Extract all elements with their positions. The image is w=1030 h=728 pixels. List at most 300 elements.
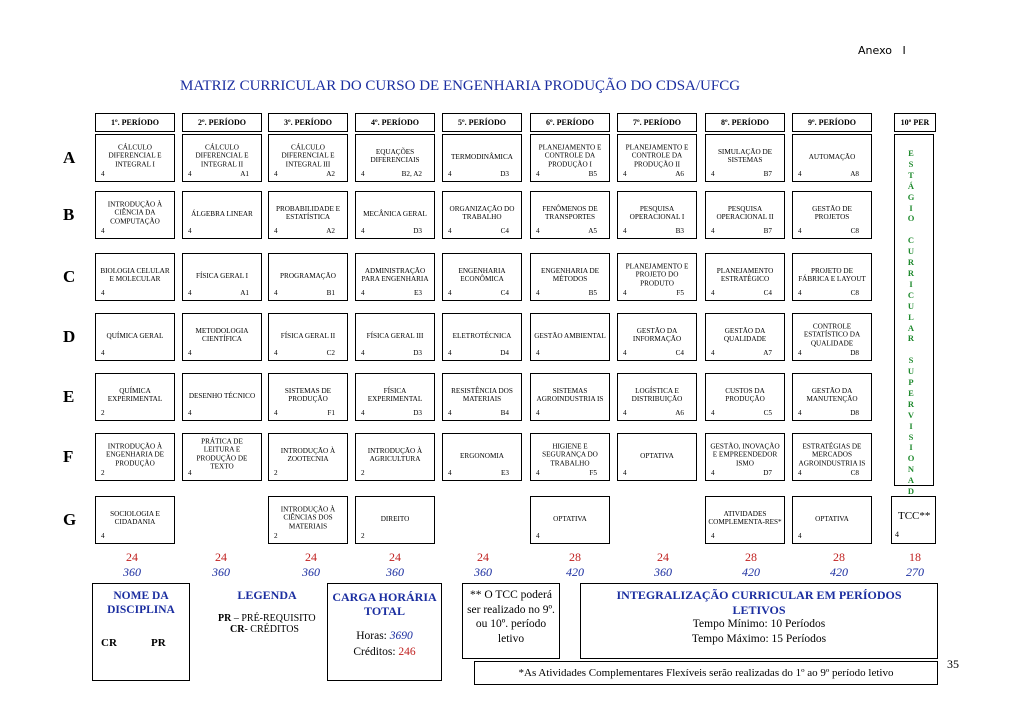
course-name: SOCIOLOGIA E CIDADANIA [110,510,160,527]
nome-title-1: NOME DA [113,590,169,602]
course-name: FÍSICA EXPERIMENTAL [367,387,423,404]
course-name: ELETROTÉCNICA [452,332,512,341]
course-cell-e6 [530,373,610,421]
course-name: DESENHO TÉCNICO [188,392,256,401]
total-credits: 28 [569,550,581,564]
course-credits: 4 [274,348,278,357]
period-header-2: 2º. PERÍODO [182,113,262,132]
course-name: EQUAÇÕES DIFERENCIAIS [370,148,420,165]
period-header-1: 1º. PERÍODO [95,113,175,132]
stage-letter: A [907,322,915,333]
course-prerequisite: E3 [414,288,422,297]
course-prerequisite: B7 [763,169,772,178]
stage-letter: U [907,300,915,311]
stage-letter: D [907,486,915,497]
course-name: ATIVIDADES COMPLEMENTA-RES* [708,510,782,527]
stage-letter: A [907,475,915,486]
course-credits: 4 [188,226,192,235]
course-credits: 2 [361,531,365,540]
total-hours: 360 [212,565,230,579]
course-prerequisite: B4 [500,408,509,417]
course-cell-f2 [182,433,262,481]
carga-creditos: Créditos: 246 [353,646,416,658]
course-credits: 4 [536,468,540,477]
course-name: OPTATIVA [815,515,849,524]
total-credits: 24 [215,550,227,564]
course-credits: 4 [536,288,540,297]
period-total-7 [628,550,698,580]
course-prerequisite: B1 [326,288,335,297]
course-cell-g1 [95,496,175,544]
stage-letter: S [908,158,914,169]
stage-letter: R [907,257,915,268]
period-total-1 [97,550,167,580]
carga-horaria-box [327,583,442,681]
course-cell-e9 [792,373,872,421]
total-credits: 24 [305,550,317,564]
course-cell-e8 [705,373,785,421]
stage-letter [896,344,926,355]
course-name: GESTÃO DA MANUTENÇÃO [806,387,858,404]
course-prerequisite: F1 [327,408,335,417]
tcc-note-line-2: ser realizado no 9º. [467,603,555,616]
course-cell-c8 [705,253,785,301]
course-credits: 4 [448,226,452,235]
course-name: INTRODUÇÃO À ZOOTECNIA [280,447,336,464]
course-prerequisite: A6 [675,169,684,178]
course-cell-d8 [705,313,785,361]
stage-letter: P [908,377,914,388]
stage-letter: I [909,202,913,213]
course-cell-b3 [268,191,348,239]
course-name: INTRODUÇÃO À CIÊNCIAS DOS MATERIAIS [280,505,336,531]
course-credits: 4 [274,288,278,297]
period-header-10: 10º PER [894,113,936,132]
total-credits: 24 [477,550,489,564]
tcc-credits: 4 [895,530,899,539]
course-name: MECÂNICA GERAL [363,210,427,219]
course-credits: 4 [711,226,715,235]
stage-letter: C [907,289,915,300]
course-credits: 4 [101,531,105,540]
course-cell-d3 [268,313,348,361]
course-credits: 2 [101,468,105,477]
tcc-label: TCC** [898,510,931,522]
course-name: OPTATIVA [640,452,674,461]
course-name: INTRODUÇÃO À CIÊNCIA DA COMPUTAÇÃO [107,200,163,226]
course-name: FÍSICA GERAL III [366,332,424,341]
course-credits: 4 [623,226,627,235]
course-credits: 4 [448,169,452,178]
course-prerequisite: B2, A2 [401,169,422,178]
period-header-7: 7º. PERÍODO [617,113,697,132]
course-credits: 4 [188,468,192,477]
legenda [212,588,322,635]
total-hours: 420 [566,565,584,579]
course-cell-b4 [355,191,435,239]
course-name: GESTÃO DA INFORMAÇÃO [632,327,682,344]
course-name: FÍSICA GERAL I [195,272,249,281]
row-label-f: F [63,447,74,466]
period-total-3 [276,550,346,580]
course-name: CÁLCULO DIFERENCIAL E INTEGRAL III [281,143,335,169]
course-prerequisite: A5 [588,226,597,235]
course-name: PLANEJAMENTO ESTRATÉGICO [716,267,774,284]
course-cell-b5 [442,191,522,239]
course-cell-c3 [268,253,348,301]
course-cell-f3 [268,433,348,481]
course-cell-c1 [95,253,175,301]
course-name: GESTÃO DE PROJETOS [812,205,852,222]
course-credits: 4 [711,531,715,540]
page-number: 35 [947,657,959,671]
course-prerequisite: A2 [326,226,335,235]
course-prerequisite: B5 [588,169,597,178]
course-credits: 4 [623,408,627,417]
legenda-cr: CR- CRÉDITOS [230,624,299,635]
course-name: ERGONOMIA [460,452,504,461]
course-credits: 4 [798,348,802,357]
course-name: CUSTOS DA PRODUÇÃO [725,387,765,404]
course-credits: 4 [798,226,802,235]
course-cell-g3 [268,496,348,544]
course-prerequisite: C4 [500,288,509,297]
course-name: GESTÃO, INOVAÇÃO E EMPREENDEDOR ISMO [710,442,780,468]
course-credits: 4 [188,169,192,178]
total-credits: 24 [389,550,401,564]
course-name: AUTOMAÇÃO [808,153,856,162]
stage-letter [896,224,926,235]
course-credits: 4 [101,348,105,357]
course-cell-g6 [530,496,610,544]
stage-letter: R [907,398,915,409]
course-prerequisite: C8 [850,226,859,235]
course-cell-e7 [617,373,697,421]
period-total-4 [360,550,430,580]
annex-label: Anexo I [858,44,906,57]
row-label-b: B [63,205,75,224]
period-header-8: 8º. PERÍODO [705,113,785,132]
course-prerequisite: D3 [413,226,422,235]
period-total-9 [804,550,874,580]
integ-min: Tempo Mínimo: 10 Períodos [692,618,826,630]
course-name: BIOLOGIA CELULAR E MOLECULAR [100,267,170,284]
page-title: MATRIZ CURRICULAR DO CURSO DE ENGENHARIA PRODUÇÃO DO CDSA/UFCG [180,78,741,94]
stage-letter: I [909,420,913,431]
carga-title-2: TOTAL [364,604,405,618]
period-header-5: 5º. PERÍODO [442,113,522,132]
course-prerequisite: A8 [850,169,859,178]
course-credits: 4 [711,169,715,178]
course-cell-f7 [617,433,697,481]
row-label-a: A [63,148,76,167]
course-prerequisite: C4 [675,348,684,357]
course-credits: 4 [536,408,540,417]
course-name: ÁLGEBRA LINEAR [191,210,253,219]
course-cell-c7 [617,253,697,301]
course-credits: 4 [361,226,365,235]
course-cell-a5 [442,134,522,182]
course-credits: 2 [274,531,278,540]
integ-max: Tempo Máximo: 15 Períodos [691,632,827,645]
course-credits: 4 [361,348,365,357]
period-total-10 [880,550,950,580]
stage-letter: S [908,355,914,366]
course-cell-b6 [530,191,610,239]
stage-letter: I [909,278,913,289]
row-label-e: E [63,387,75,406]
course-cell-e5 [442,373,522,421]
course-credits: 4 [448,408,452,417]
course-cell-d6 [530,313,610,361]
course-cell-c9 [792,253,872,301]
period-header-3: 3º. PERÍODO [268,113,348,132]
course-credits: 4 [711,288,715,297]
course-credits: 4 [798,288,802,297]
course-cell-a3 [268,134,348,182]
course-cell-a6 [530,134,610,182]
tcc-note-line-1: ** O TCC poderá [470,589,552,601]
course-name: PROBABILIDADE E ESTATÍSTICA [275,205,341,222]
course-name: ESTRATÉGIAS DE MERCADOS AGROINDUSTRIA IS [798,442,866,468]
stage-letter: E [908,148,914,158]
course-cell-b8 [705,191,785,239]
course-name: DIREITO [380,515,410,524]
atividades-note: *As Atividades Complementares Flexíveis serão realizadas do 1º ao 9º período letivo [518,667,894,679]
course-cell-a1 [95,134,175,182]
integ-title-1: INTEGRALIZAÇÃO CURRICULAR EM PERÍODOS [616,588,902,602]
course-prerequisite: C8 [850,288,859,297]
course-cell-e2 [182,373,262,421]
course-name: METODOLOGIA CIENTÍFICA [195,327,249,344]
total-credits: 28 [833,550,845,564]
course-prerequisite: A1 [240,288,249,297]
course-name: ENGENHARIA DE MÉTODOS [540,267,600,284]
course-cell-d9 [792,313,872,361]
period-total-2 [186,550,256,580]
course-prerequisite: C4 [763,288,772,297]
stage-letter: S [908,431,914,442]
course-credits: 4 [448,348,452,357]
course-cell-a9 [792,134,872,182]
course-name: SISTEMAS DE PRODUÇÃO [284,387,332,404]
course-credits: 4 [101,288,105,297]
course-prerequisite: D4 [500,348,509,357]
course-prerequisite: B3 [675,226,684,235]
total-hours: 420 [742,565,760,579]
row-label-d: D [63,327,76,346]
course-credits: 4 [798,468,802,477]
stage-letter: I [909,442,913,453]
course-prerequisite: C8 [850,468,859,477]
nome-cr: CR [101,637,117,649]
course-credits: 4 [274,226,278,235]
course-name: GESTÃO AMBIENTAL [534,332,606,341]
course-credits: 4 [361,408,365,417]
course-name: ENGENHARIA ECONÔMICA [458,267,506,284]
carga-title-1: CARGA HORÁRIA [332,590,437,604]
course-cell-d2 [182,313,262,361]
legenda-title: LEGENDA [237,588,297,602]
course-prerequisite: D3 [413,348,422,357]
tcc-note-line-4: letivo [497,632,525,645]
carga-horas: Horas: 3690 [356,630,413,642]
course-credits: 2 [274,468,278,477]
tcc-note-line-3: ou 10º. período [475,618,547,630]
period-total-5 [448,550,518,580]
total-credits: 28 [745,550,757,564]
stage-letter: R [907,267,915,278]
stage-letter: E [908,387,914,398]
period-header-6: 6º. PERÍODO [530,113,610,132]
course-name: PESQUISA OPERACIONAL II [716,205,774,222]
course-name: QUÍMICA EXPERIMENTAL [107,387,163,404]
course-name: ORGANIZAÇÃO DO TRABALHO [449,205,515,222]
course-prerequisite: A2 [326,169,335,178]
course-credits: 4 [361,288,365,297]
course-name: SIMULAÇÃO DE SISTEMAS [717,148,773,165]
course-cell-e3 [268,373,348,421]
course-cell-e1 [95,373,175,421]
course-cell-e4 [355,373,435,421]
stage-letter: U [907,246,915,257]
course-credits: 4 [188,288,192,297]
course-name: INTRODUÇÃO À AGRICULTURA [367,447,423,464]
course-name: GESTÃO DA QUALIDADE [723,327,767,344]
course-cell-d4 [355,313,435,361]
course-prerequisite: D8 [850,408,859,417]
course-name: PROGRAMAÇÃO [280,272,336,281]
total-credits: 18 [909,550,921,564]
atividades-note-box [474,661,938,685]
course-credits: 4 [623,348,627,357]
course-name: PROJETO DE FÁBRICA E LAYOUT [798,267,866,284]
course-cell-f1 [95,433,175,481]
course-cell-b7 [617,191,697,239]
course-cell-g8 [705,496,785,544]
course-cell-c4 [355,253,435,301]
course-name: FÍSICA GERAL II [280,332,336,341]
total-hours: 360 [302,565,320,579]
course-cell-a8 [705,134,785,182]
nome-pr: PR [151,637,166,649]
course-cell-a7 [617,134,697,182]
course-name: SISTEMAS AGROINDUSTRIA IS [536,387,604,404]
course-credits: 2 [361,468,365,477]
course-credits: 4 [798,408,802,417]
course-cell-a4 [355,134,435,182]
course-name: CONTROLE ESTATÍSTICO DA QUALIDADE [803,322,861,348]
course-prerequisite: F5 [589,468,597,477]
course-credits: 4 [536,169,540,178]
course-prerequisite: C2 [326,348,335,357]
course-name: CÁLCULO DIFERENCIAL E INTEGRAL II [195,143,249,169]
nome-title-2: DISCIPLINA [107,604,175,616]
course-credits: 4 [711,348,715,357]
course-prerequisite: A7 [763,348,772,357]
course-credits: 4 [711,468,715,477]
period-total-6 [540,550,610,580]
total-credits: 24 [657,550,669,564]
course-cell-c6 [530,253,610,301]
course-prerequisite: D3 [500,169,509,178]
course-name: PLANEJAMENTO E CONTROLE DA PRODUÇÃO I [538,143,602,169]
total-hours: 360 [474,565,492,579]
total-hours: 420 [830,565,848,579]
tcc-note-box [462,583,560,659]
course-credits: 4 [361,169,365,178]
course-cell-b9 [792,191,872,239]
course-name: ADMINISTRAÇÃO PARA ENGENHARIA [361,267,429,284]
course-cell-b1 [95,191,175,239]
stage-letter: C [907,235,915,246]
course-prerequisite: D3 [413,408,422,417]
course-cell-a2 [182,134,262,182]
stage-vertical-text [896,148,926,508]
course-credits: 4 [188,348,192,357]
course-prerequisite: C4 [500,226,509,235]
stage-letter: L [908,311,914,322]
stage-letter: Á [907,180,915,191]
stage-letter: G [907,191,915,202]
course-cell-d1 [95,313,175,361]
course-prerequisite: B5 [588,288,597,297]
total-hours: 360 [123,565,141,579]
stage-letter: N [907,464,915,475]
course-prerequisite: E3 [501,468,509,477]
period-header-9: 9º. PERÍODO [792,113,872,132]
course-name: OPTATIVA [553,515,587,524]
course-credits: 4 [623,468,627,477]
stage-letter: R [907,333,915,344]
course-cell-f6 [530,433,610,481]
course-credits: 4 [101,169,105,178]
course-name: HIGIENE E SEGURANÇA DO TRABALHO [542,442,598,468]
course-name: FENÔMENOS DE TRANSPORTES [542,205,598,222]
course-name: RESISTÊNCIA DOS MATERIAIS [451,387,513,404]
course-name: CÁLCULO DIFERENCIAL E INTEGRAL I [108,143,162,169]
stage-letter: O [907,453,915,464]
course-credits: 4 [623,169,627,178]
row-label-c: C [63,267,76,286]
course-credits: 4 [274,169,278,178]
period-total-8 [716,550,786,580]
tcc-box [891,496,936,544]
course-credits: 4 [711,408,715,417]
integralizacao-box [580,583,938,659]
course-credits: 4 [536,226,540,235]
course-credits: 4 [448,288,452,297]
integ-title-2: LETIVOS [732,602,786,617]
course-cell-f9 [792,433,872,481]
total-hours: 270 [906,565,924,579]
course-credits: 4 [536,348,540,357]
course-name: LOGÍSTICA E DISTRIBUIÇÃO [631,387,683,404]
total-credits: 24 [126,550,138,564]
course-cell-d7 [617,313,697,361]
course-cell-f4 [355,433,435,481]
course-prerequisite: A1 [240,169,249,178]
course-credits: 4 [274,408,278,417]
course-prerequisite: F5 [676,288,684,297]
course-name: PLANEJAMENTO E CONTROLE DA PRODUÇÃO II [625,143,689,169]
course-prerequisite: B7 [763,226,772,235]
stage-letter: O [907,213,915,224]
course-prerequisite: D8 [850,348,859,357]
course-name: QUÍMICA GERAL [106,332,164,341]
course-prerequisite: D7 [763,468,772,477]
nome-disciplina-box [92,583,190,681]
